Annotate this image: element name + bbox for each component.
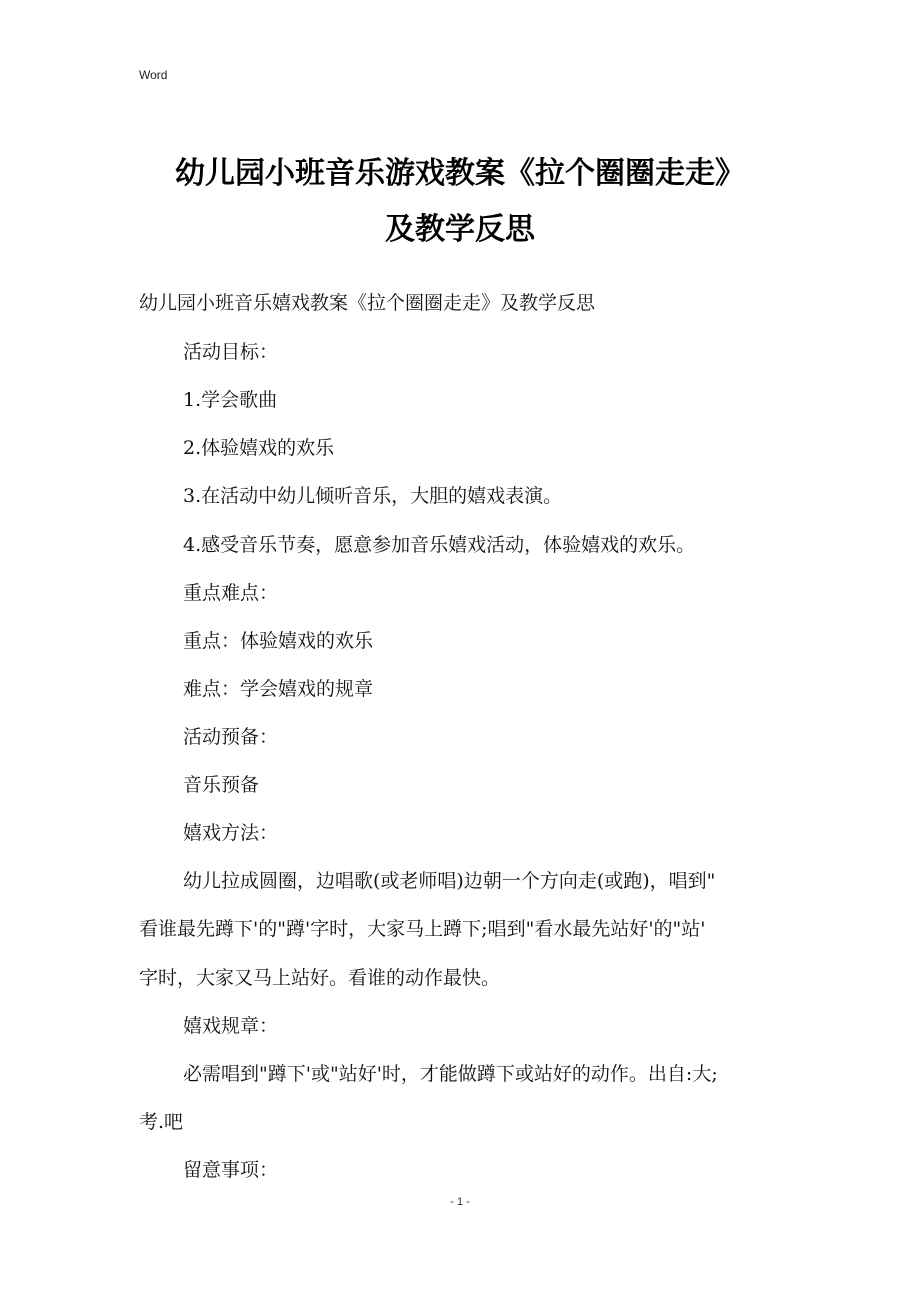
goal-item-3: 3.在活动中幼儿倾听音乐，大胆的嬉戏表演。 bbox=[183, 485, 563, 507]
notes-heading: 留意事项： bbox=[183, 1159, 279, 1181]
document-header-label: Word bbox=[139, 68, 168, 82]
game-method-heading: 嬉戏方法： bbox=[183, 822, 279, 844]
page-number: - 1 - bbox=[450, 1196, 470, 1208]
goals-heading: 活动目标： bbox=[183, 341, 279, 363]
game-rules-line-1: 必需唱到"蹲下'或"站好'时，才能做蹲下或站好的动作。出自:大; bbox=[183, 1063, 718, 1085]
document-title-line-2: 及教学反思 bbox=[385, 212, 535, 247]
game-method-line-2: 看谁最先蹲下'的"蹲'字时，大家马上蹲下;唱到"看水最先站好'的"站' bbox=[139, 918, 706, 940]
goal-item-1: 1.学会歌曲 bbox=[183, 389, 278, 411]
preparation-item: 音乐预备 bbox=[183, 774, 260, 796]
preparation-heading: 活动预备： bbox=[183, 726, 279, 748]
game-method-line-3: 字时，大家又马上站好。看谁的动作最快。 bbox=[139, 967, 501, 989]
key-point: 重点：体验嬉戏的欢乐 bbox=[183, 630, 374, 652]
goal-item-4: 4.感受音乐节奏，愿意参加音乐嬉戏活动，体验嬉戏的欢乐。 bbox=[183, 534, 696, 556]
key-points-heading: 重点难点： bbox=[183, 582, 279, 604]
game-method-line-1: 幼儿拉成圆圈，边唱歌(或老师唱)边朝一个方向走(或跑)，唱到" bbox=[183, 870, 716, 892]
game-rules-heading: 嬉戏规章： bbox=[183, 1015, 279, 1037]
document-subtitle: 幼儿园小班音乐嬉戏教案《拉个圈圈走走》及教学反思 bbox=[139, 292, 596, 314]
document-title-line-1: 幼儿园小班音乐游戏教案《拉个圈圈走走》 bbox=[175, 156, 745, 191]
goal-item-2: 2.体验嬉戏的欢乐 bbox=[183, 437, 335, 459]
game-rules-line-2: 考.吧 bbox=[139, 1111, 184, 1133]
difficulty-point: 难点：学会嬉戏的规章 bbox=[183, 678, 374, 700]
